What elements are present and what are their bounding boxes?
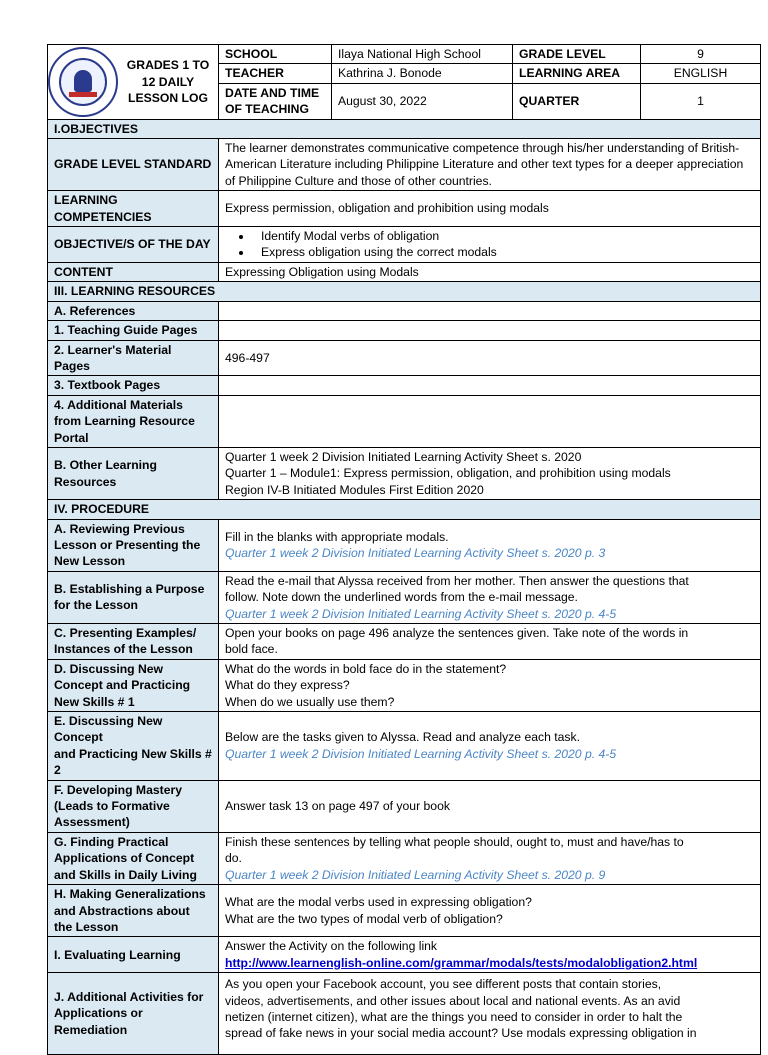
additional-materials-label: 4. Additional Materials from Learning Resource Portal — [48, 395, 219, 447]
objective-item: • Identify Modal verbs of obligation — [253, 228, 754, 244]
objective-item: • Express obligation using the correct modals — [253, 244, 754, 260]
procedure-h-text: What are the modal verbs used in expressing obligation? What are the two types of modal verb of obligation? — [219, 885, 761, 937]
teaching-guide-label: 1. Teaching Guide Pages — [48, 321, 219, 340]
grade-level-standard-text: The learner demonstrates communicative competence through his/her understanding of British-American Literature including Philippine Literature and other text types for a deeper appreciation of Philippine Culture and those of other countries. — [219, 139, 761, 191]
grade-level-standard-label: GRADE LEVEL STANDARD — [48, 139, 219, 191]
procedure-f-text: Answer task 13 on page 497 of your book — [219, 780, 761, 832]
teacher-value: Kathrina J. Bonode — [332, 64, 513, 83]
procedure-i-text: Answer the Activity on the following link http://www.learnenglish-online.com/grammar/modals/tests/modalobligation2.html — [219, 937, 761, 973]
procedure-j-text: As you open your Facebook account, you see different posts that contain stories, videos, advertisements, and other issues about local and national events. As an avid netizen (internet citizen), what are the things you need to consider in order to halt the spread of fake news in your social media account? Use modals expressing obligation in — [219, 973, 761, 1055]
daily-lesson-log-table — [47, 44, 761, 1055]
procedure-a-text: Fill in the blanks with appropriate modals. Quarter 1 week 2 Division Initiated Learning Activity Sheet s. 2020 p. 3 — [219, 519, 761, 571]
procedure-g-text: Finish these sentences by telling what people should, ought to, must and have/has to do. Quarter 1 week 2 Division Initiated Learning Activity Sheet s. 2020 p. 9 — [219, 832, 761, 884]
grade-level-label: GRADE LEVEL — [513, 45, 641, 64]
other-resources-text: Quarter 1 week 2 Division Initiated Learning Activity Sheet s. 2020 Quarter 1 – Module1: Express permission, obligation, and prohibition using modals Region IV-B Initiated Modules First Edition 2020 — [219, 447, 761, 499]
learners-material-label: 2. Learner's Material Pages — [48, 340, 219, 376]
references-value — [219, 301, 761, 320]
other-resources-label: B. Other Learning Resources — [48, 447, 219, 499]
procedure-g-label: G. Finding Practical Applications of Concept and Skills in Daily Living — [48, 832, 219, 884]
procedure-e-label: E. Discussing New Concept and Practicing New Skills # 2 — [48, 712, 219, 781]
procedure-b-text: Read the e-mail that Alyssa received from her mother. Then answer the questions that follow. Note down the underlined words from the e-mail message. Quarter 1 week 2 Division Initiated Learning Activity Sheet s. 2020 p. 4-5 — [219, 571, 761, 623]
log-title: GRADES 1 TO 12 DAILY LESSON LOG — [126, 58, 210, 106]
objectives-section-heading: I.OBJECTIVES — [48, 119, 761, 138]
procedure-c-text: Open your books on page 496 analyze the sentences given. Take note of the words in bold face. — [219, 624, 761, 660]
deped-seal-icon — [48, 47, 118, 117]
procedure-i-label: I. Evaluating Learning — [48, 937, 219, 973]
learning-competencies-text: Express permission, obligation and prohibition using modals — [219, 191, 761, 227]
seal-cell — [48, 45, 219, 120]
procedure-a-reference: Quarter 1 week 2 Division Initiated Learning Activity Sheet s. 2020 p. 3 — [225, 546, 606, 561]
procedure-e-reference: Quarter 1 week 2 Division Initiated Learning Activity Sheet s. 2020 p. 4-5 — [225, 746, 617, 761]
teacher-label: TEACHER — [219, 64, 332, 83]
objectives-of-day-list — [219, 227, 761, 263]
procedure-g-reference: Quarter 1 week 2 Division Initiated Learning Activity Sheet s. 2020 p. 9 — [225, 867, 606, 882]
date-value: August 30, 2022 — [332, 83, 513, 119]
learners-material-value: 496-497 — [219, 340, 761, 376]
procedure-a-label: A. Reviewing Previous Lesson or Presenting the New Lesson — [48, 519, 219, 571]
grade-level-value: 9 — [641, 45, 761, 64]
additional-materials-value — [219, 395, 761, 447]
procedure-d-label: D. Discussing New Concept and Practicing New Skills # 1 — [48, 659, 219, 711]
procedure-c-label: C. Presenting Examples/ Instances of the Lesson — [48, 624, 219, 660]
date-label: DATE AND TIME OF TEACHING — [219, 83, 332, 119]
lesson-log-page — [47, 44, 760, 1055]
procedure-b-label: B. Establishing a Purpose for the Lesson — [48, 571, 219, 623]
procedure-e-text: Below are the tasks given to Alyssa. Read and analyze each task. Quarter 1 week 2 Division Initiated Learning Activity Sheet s. 2020 p. 4-5 — [219, 712, 761, 781]
content-text: Expressing Obligation using Modals — [219, 262, 761, 281]
learning-resources-heading: III. LEARNING RESOURCES — [48, 282, 761, 301]
textbook-pages-value — [219, 376, 761, 395]
textbook-pages-label: 3. Textbook Pages — [48, 376, 219, 395]
objectives-of-day-label: OBJECTIVE/S OF THE DAY — [48, 227, 219, 263]
references-label: A. References — [48, 301, 219, 320]
learning-area-label: LEARNING AREA — [513, 64, 641, 83]
procedure-h-label: H. Making Generalizations and Abstractions about the Lesson — [48, 885, 219, 937]
learning-competencies-label: LEARNING COMPETENCIES — [48, 191, 219, 227]
procedure-b-reference: Quarter 1 week 2 Division Initiated Learning Activity Sheet s. 2020 p. 4-5 — [225, 606, 617, 621]
school-label: SCHOOL — [219, 45, 332, 64]
quarter-value: 1 — [641, 83, 761, 119]
school-value: Ilaya National High School — [332, 45, 513, 64]
procedure-j-label: J. Additional Activities for Applications or Remediation — [48, 973, 219, 1055]
procedure-f-label: F. Developing Mastery (Leads to Formative Assessment) — [48, 780, 219, 832]
evaluation-link[interactable]: http://www.learnenglish-online.com/grammar/modals/tests/modalobligation2.html — [225, 955, 698, 970]
quarter-label: QUARTER — [513, 83, 641, 119]
learning-area-value: ENGLISH — [641, 64, 761, 83]
content-label: CONTENT — [48, 262, 219, 281]
teaching-guide-value — [219, 321, 761, 340]
procedure-d-text: What do the words in bold face do in the statement? What do they express? When do we usually use them? — [219, 659, 761, 711]
procedure-heading: IV. PROCEDURE — [48, 500, 761, 519]
